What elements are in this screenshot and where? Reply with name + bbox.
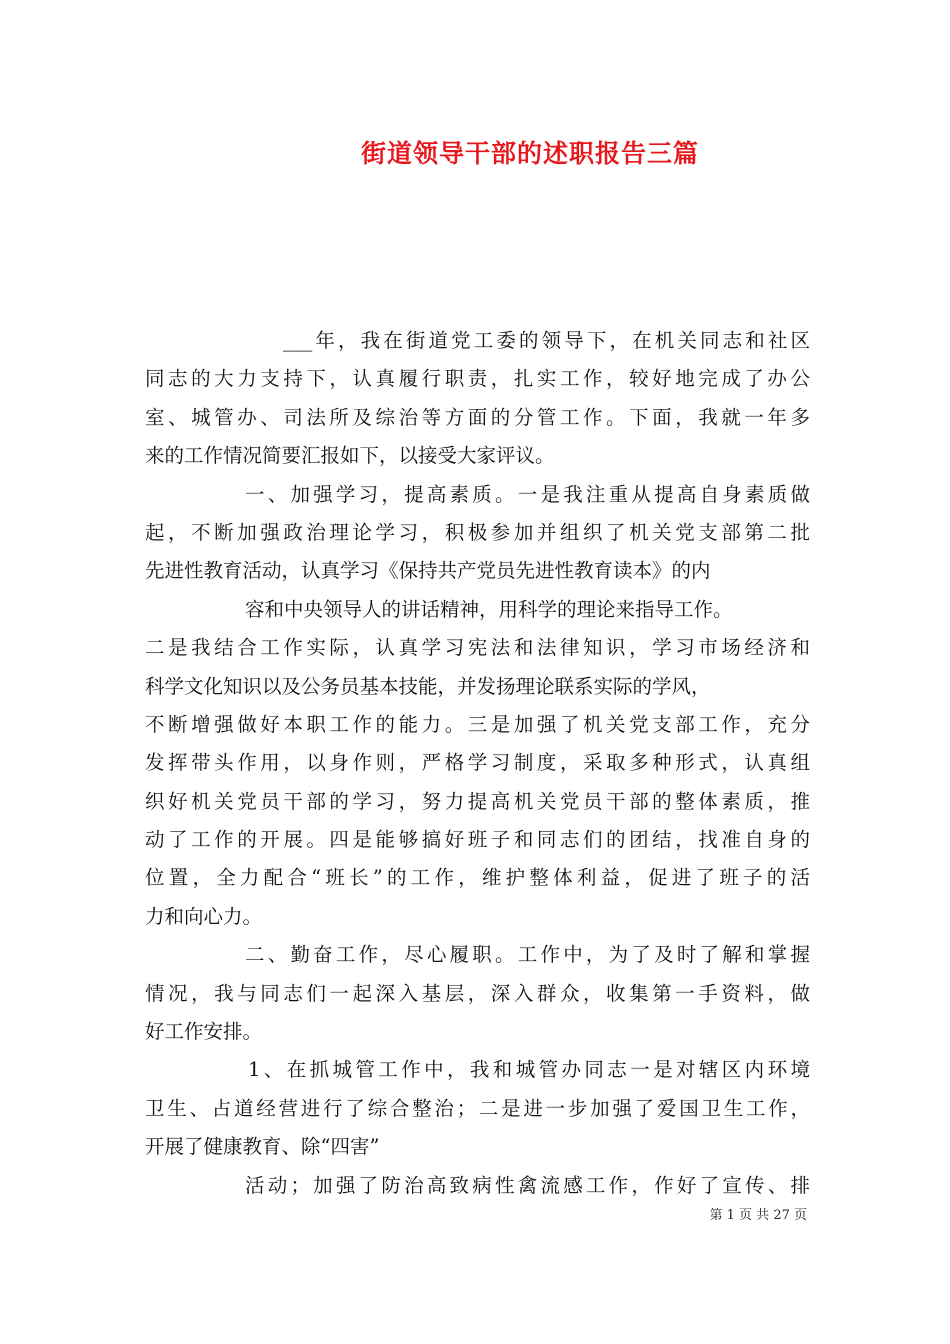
document-title: 街道领导干部的述职报告三篇: [360, 139, 699, 168]
body-line: 容和中央领导人的讲话精神，用科学的理论来指导工作。: [245, 597, 733, 621]
body-line: 情况，我与同志们一起深入基层，深入群众，收集第一手资料，做: [145, 981, 810, 1005]
body-line: 一、加强学习，提高素质。一是我注重从提高自身素质做: [245, 482, 810, 506]
body-line: 不断增强做好本职工作的能力。三是加强了机关党支部工作，充分: [145, 712, 810, 736]
body-line: 开展了健康教育、除“四害”: [145, 1135, 380, 1159]
body-line: 动了工作的开展。四是能够搞好班子和同志们的团结，找准自身的: [145, 828, 810, 852]
body-line: 力和向心力。: [145, 904, 263, 928]
body-line: 科学文化知识以及公务员基本技能，并发扬理论联系实际的学风，: [145, 674, 711, 698]
body-line: 好工作安排。: [145, 1020, 263, 1044]
document-body: [145, 322, 810, 1205]
body-line: 卫生、占道经营进行了综合整治；二是进一步加强了爱国卫生工作，: [145, 1096, 810, 1120]
body-line: 二是我结合工作实际，认真学习宪法和法律知识，学习市场经济和: [145, 636, 810, 660]
body-line: 二、勤奋工作，尽心履职。工作中，为了及时了解和掌握: [245, 943, 810, 967]
body-line: 先进性教育活动，认真学习《保持共产党员先进性教育读本》的内: [145, 559, 711, 583]
body-line: 室、城管办、司法所及综治等方面的分管工作。下面，我就一年多: [145, 405, 810, 429]
body-line: 活动；加强了防治高致病性禽流感工作，作好了宣传、排: [245, 1173, 810, 1197]
body-line: 发挥带头作用，以身作则，严格学习制度，采取多种形式，认真组: [145, 751, 810, 775]
body-line: 起，不断加强政治理论学习，积极参加并组织了机关党支部第二批: [145, 520, 810, 544]
body-line: 位置，全力配合“班长”的工作，维护整体利益，促进了班子的活: [145, 866, 810, 890]
body-line: 同志的大力支持下，认真履行职责，扎实工作，较好地完成了办公: [145, 367, 810, 391]
body-line: 来的工作情况简要汇报如下，以接受大家评议。: [145, 444, 555, 468]
body-line: ___年，我在街道党工委的领导下，在机关同志和社区: [283, 329, 810, 352]
body-line: 1、在抓城管工作中，我和城管办同志一是对辖区内环境: [248, 1058, 810, 1082]
page-number: 第 1 页 共 27 页: [709, 1208, 807, 1223]
body-line: 织好机关党员干部的学习，努力提高机关党员干部的整体素质，推: [145, 789, 810, 813]
